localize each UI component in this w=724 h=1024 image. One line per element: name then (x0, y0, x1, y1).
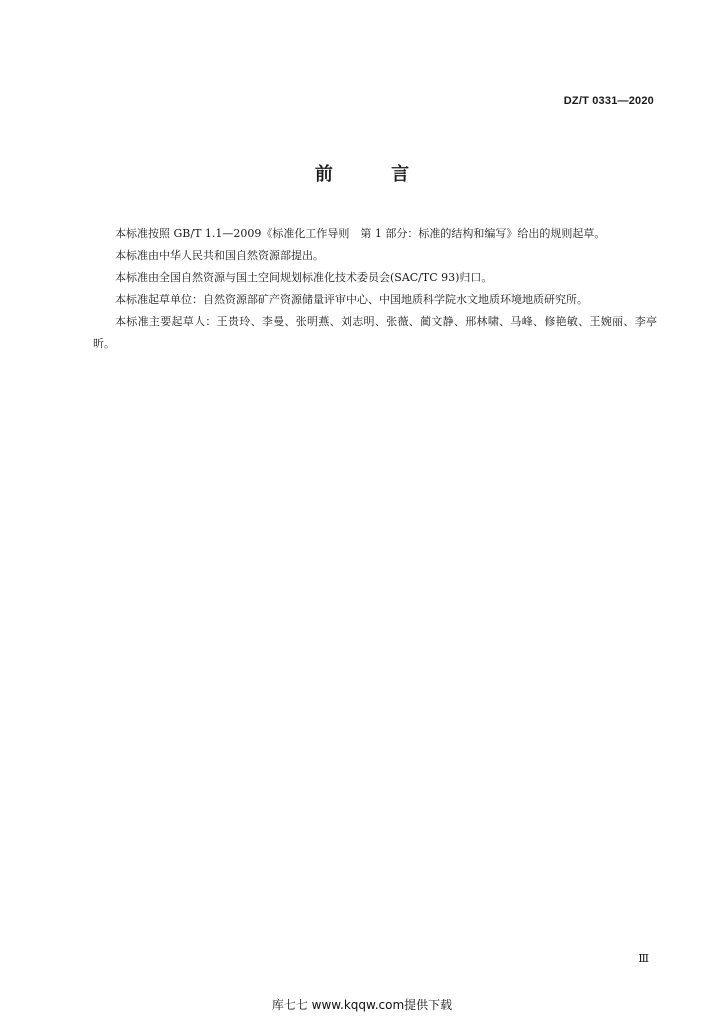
paragraph-drafters: 本标准主要起草人：王贵玲、李曼、张明燕、刘志明、张薇、蔺文静、邢林啸、马峰、修艳敏、王婉丽、李亭昕。 (93, 315, 657, 350)
paragraph-committee: 本标准由全国自然资源与国土空间规划标准化技术委员会(SAC/TC 93)归口。 (115, 271, 493, 284)
paragraph-drafting-rules: 本标准按照 GB/T 1.1—2009《标准化工作导则 第 1 部分：标准的结构和编写》给出的规则起草。 (115, 227, 606, 240)
paragraph-proposer: 本标准由中华人民共和国自然资源部提出。 (115, 249, 324, 262)
page-number: Ⅲ (638, 952, 649, 965)
page-title: 前 言 (314, 164, 436, 185)
foreword-body (93, 223, 657, 355)
download-watermark: 库七七 www.kqqw.com提供下载 (271, 998, 453, 1012)
standard-code: DZ/T 0331—2020 (563, 95, 654, 107)
paragraph-drafting-units: 本标准起草单位：自然资源部矿产资源储量评审中心、中国地质科学院水文地质环境地质研究所。 (115, 293, 588, 306)
